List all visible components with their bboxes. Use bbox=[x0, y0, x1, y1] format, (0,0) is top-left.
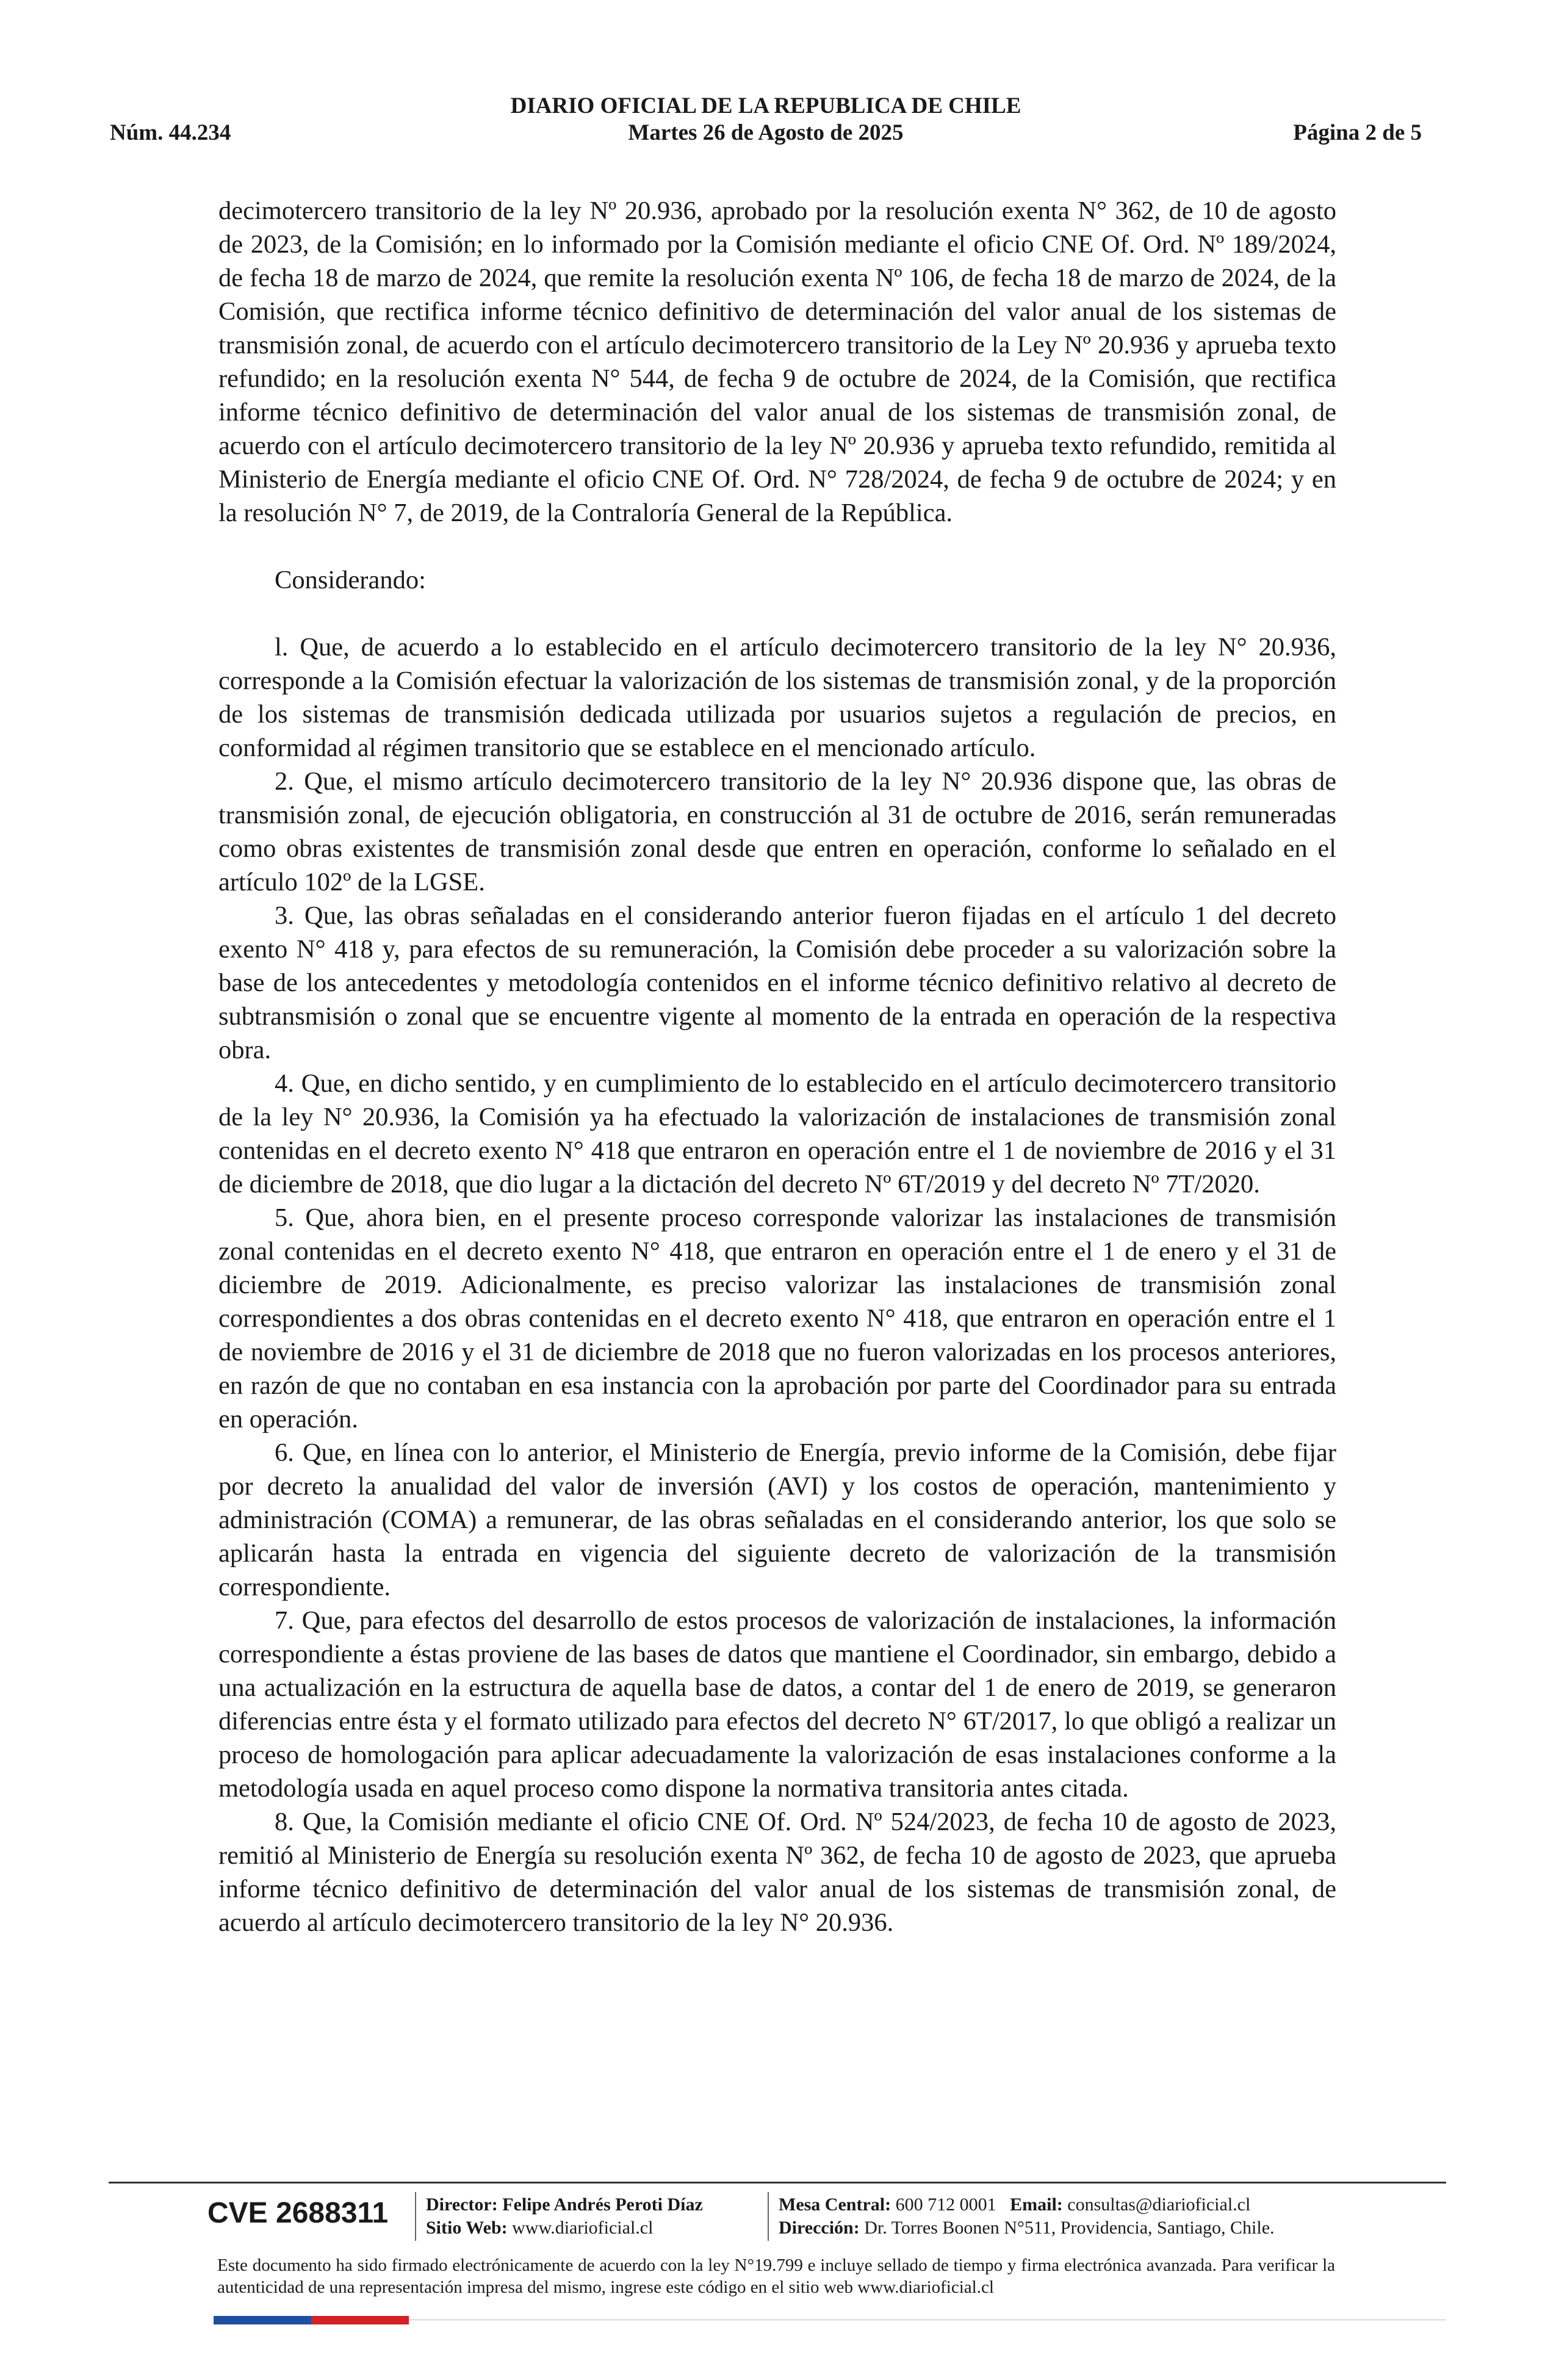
address-label: Dirección: bbox=[779, 2218, 860, 2238]
newspaper-title: DIARIO OFICIAL DE LA REPUBLICA DE CHILE bbox=[510, 93, 1021, 118]
legal-notice: Este documento ha sido firmado electrónicamente de acuerdo con la ley N°19.799 e incluye sellado de tiempo y firma electrónica avanzada. Para verificar la autenticidad de una representación impresa del mismo, ingrese este código en el sitio web www.diarioficial.cl bbox=[217, 2256, 1335, 2297]
issue-number: Núm. 44.234 bbox=[110, 120, 231, 145]
email-link[interactable]: consultas@diarioficial.cl bbox=[1067, 2194, 1251, 2215]
web-link[interactable]: www.diarioficial.cl bbox=[512, 2218, 654, 2238]
considerando-item-7: 7. Que, para efectos del desarrollo de estos procesos de valorización de instalaciones, la información correspondiente a éstas proviene de las bases de datos que mantiene el Coordinador, sin embargo, debido a una actualización en la estructura de aquella base de datos, a contar del 1 de enero de 2019, se generaron diferencias entre ésta y el formato utilizado para efectos del decreto N° 6T/2017, lo que obligó a realizar un proceso de homologación para aplicar adecuadamente la valorización de esas instalaciones conforme a la metodología usada en aquel proceso como dispone la normativa transitoria antes citada. bbox=[218, 1606, 1336, 1803]
footer-contact-block bbox=[779, 2193, 1275, 2240]
considerando-item-8: 8. Que, la Comisión mediante el oficio CNE Of. Ord. Nº 524/2023, de fecha 10 de agosto de 2023, remitió al Ministerio de Energía su resolución exenta Nº 362, de fecha 10 de agosto de 2023, que aprueba informe técnico definitivo de determinación del valor anual de los sistemas de transmisión zonal, de acuerdo al artículo decimotercero transitorio de la ley N° 20.936. bbox=[218, 1808, 1336, 1937]
flag-stripe-blue bbox=[214, 2316, 311, 2324]
considerando-item-5: 5. Que, ahora bien, en el presente proceso corresponde valorizar las instalaciones de transmisión zonal contenidas en el decreto exento N° 418, que entraron en operación entre el 1 de enero y el 31 de diciembre de 2019. Adicionalmente, es preciso valorizar las instalaciones de transmisión zonal correspondientes a dos obras contenidas en el decreto exento N° 418, que entraron en operación entre el 1 de noviembre de 2016 y el 31 de diciembre de 2018 que no fueron valorizadas en los procesos anteriores, en razón de que no contaban en esa instancia con la aprobación por parte del Coordinador para su entrada en operación. bbox=[218, 1203, 1336, 1433]
considerando-item-3: 3. Que, las obras señaladas en el considerando anterior fueron fijadas en el artículo 1 del decreto exento N° 418 y, para efectos de su remuneración, la Comisión debe proceder a su valorización sobre la base de los antecedentes y metodología contenidos en el informe técnico definitivo relativo al decreto de subtransmisión o zonal que se encuentre vigente al momento de la entrada en operación de la respectiva obra. bbox=[218, 901, 1336, 1064]
mesa-label: Mesa Central: bbox=[779, 2194, 891, 2215]
page-number: Página 2 de 5 bbox=[1293, 120, 1422, 145]
considerando-item-6: 6. Que, en línea con lo anterior, el Ministerio de Energía, previo informe de la Comisión, debe fijar por decreto la anualidad del valor de inversión (AVI) y los costos de operación, mantenimiento y administración (COMA) a remunerar, de las obras señaladas en el considerando anterior, los que solo se aplicarán hasta la entrada en vigencia del siguiente decreto de valorización de la transmisión correspondiente. bbox=[218, 1438, 1336, 1601]
considerando-item-1: l. Que, de acuerdo a lo establecido en el artículo decimotercero transitorio de la ley N° 20.936, corresponde a la Comisión efectuar la valorización de los sistemas de transmisión zonal, y de la proporción de los sistemas de transmisión dedicada utilizada por usuarios sujetos a regulación de precios, en conformidad al régimen transitorio que se establece en el mencionado artículo. bbox=[218, 633, 1336, 762]
footer-separator bbox=[415, 2192, 416, 2241]
address-value: Dr. Torres Boonen N°511, Providencia, Santiago, Chile. bbox=[864, 2218, 1275, 2238]
considerando-item-2: 2. Que, el mismo artículo decimotercero transitorio de la ley N° 20.936 dispone que, las obras de transmisión zonal, de ejecución obligatoria, en construcción al 31 de octubre de 2016, serán remuneradas como obras existentes de transmisión zonal desde que entren en operación, conforme lo señalado en el artículo 102º de la LGSE. bbox=[218, 767, 1336, 896]
email-label: Email: bbox=[1010, 2194, 1063, 2215]
considerando-heading: Considerando: bbox=[275, 566, 426, 594]
director-label: Director: bbox=[426, 2194, 498, 2215]
issue-date: Martes 26 de Agosto de 2025 bbox=[628, 120, 904, 145]
mesa-phone: 600 712 0001 bbox=[895, 2194, 996, 2215]
cve-code: CVE 2688311 bbox=[207, 2197, 389, 2229]
document-body bbox=[218, 194, 1336, 1939]
footer-divider bbox=[109, 2182, 1446, 2183]
intro-paragraph: decimotercero transitorio de la ley Nº 20.936, aprobado por la resolución exenta N° 362, de 10 de agosto de 2023, de la Comisión; en lo informado por la Comisión mediante el oficio CNE Of. Ord. Nº 189/2024, de fecha 18 de marzo de 2024, que remite la resolución exenta Nº 106, de fecha 18 de marzo de 2024, de la Comisión, que rectifica informe técnico definitivo de determinación del valor anual de los sistemas de transmisión zonal, de acuerdo con el artículo decimotercero transitorio de la Ley Nº 20.936 y aprueba texto refundido; en la resolución exenta N° 544, de fecha 9 de octubre de 2024, de la Comisión, que rectifica informe técnico definitivo de determinación del valor anual de los sistemas de transmisión zonal, de acuerdo con el artículo decimotercero transitorio de la ley Nº 20.936 y aprueba texto refundido, remitida al Ministerio de Energía mediante el oficio CNE Of. Ord. N° 728/2024, de fecha 9 de octubre de 2024; y en la resolución N° 7, de 2019, de la Contraloría General de la República. bbox=[218, 197, 1336, 527]
page-header bbox=[110, 93, 1422, 148]
web-label: Sitio Web: bbox=[426, 2218, 508, 2238]
footer-separator bbox=[768, 2192, 769, 2241]
director-name: Felipe Andrés Peroti Díaz bbox=[502, 2194, 703, 2215]
flag-stripe-red bbox=[311, 2316, 409, 2324]
considerando-item-4: 4. Que, en dicho sentido, y en cumplimiento de lo establecido en el artículo decimotercero transitorio de la ley N° 20.936, la Comisión ya ha efectuado la valorización de instalaciones de transmisión zonal contenidas en el decreto exento N° 418 que entraron en operación entre el 1 de noviembre de 2016 y el 31 de diciembre de 2018, que dio lugar a la dictación del decreto Nº 6T/2019 y del decreto Nº 7T/2020. bbox=[218, 1069, 1336, 1199]
footer-director-block bbox=[426, 2193, 703, 2240]
